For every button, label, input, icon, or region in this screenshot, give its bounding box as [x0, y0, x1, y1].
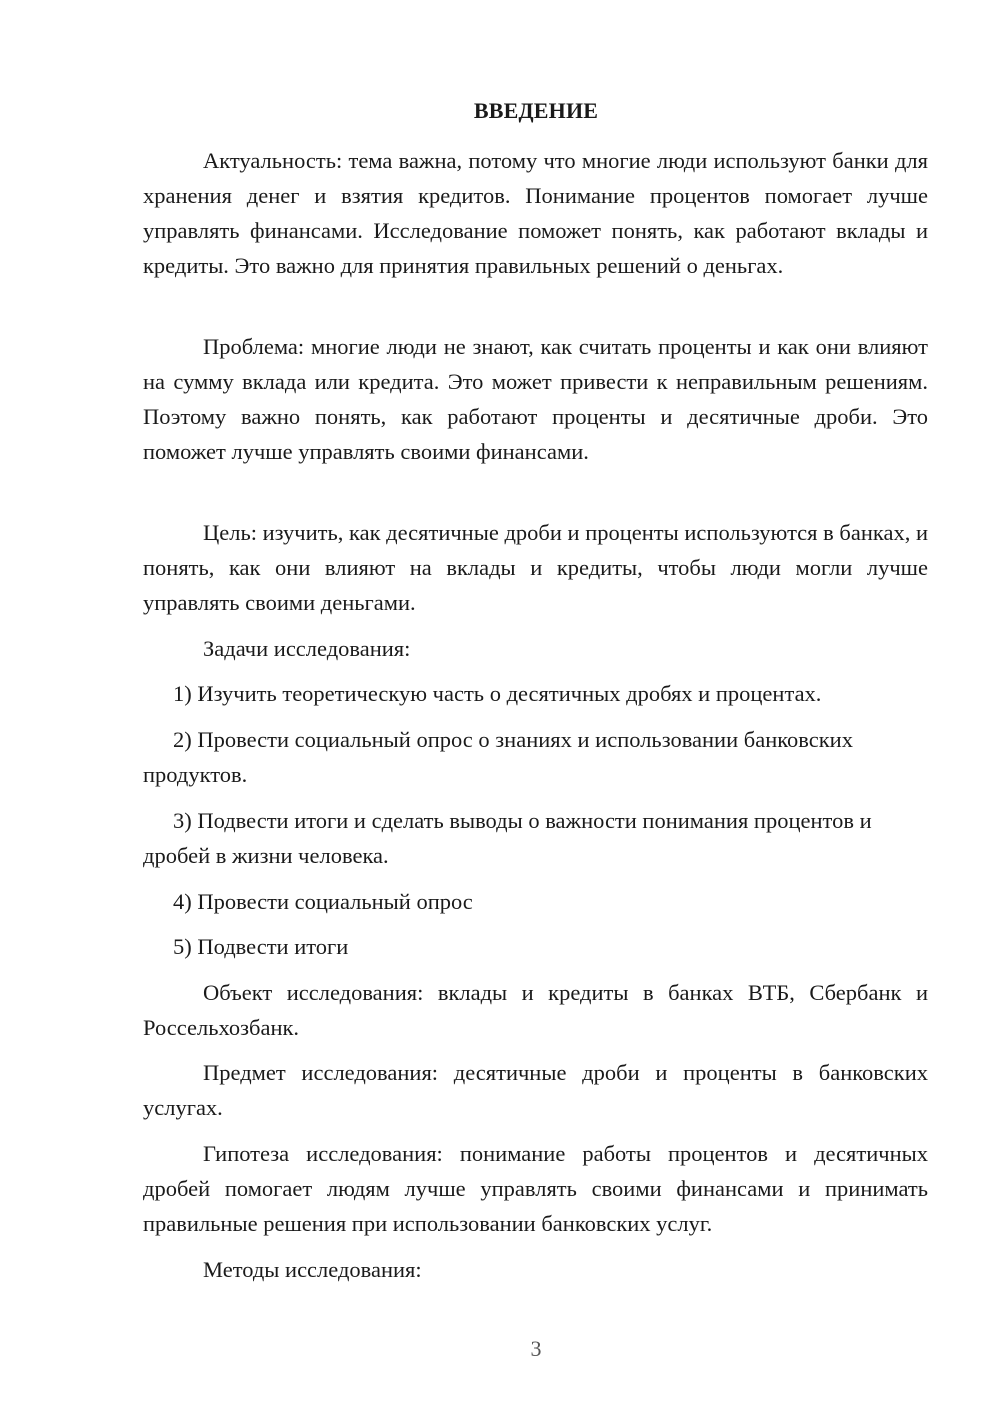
paragraph-goal: Цель: изучить, как десятичные дроби и проценты используются в банках, и понять, как они влияют на вклады и кредиты, чтобы люди могли лучше управлять своими деньгами.	[143, 520, 928, 615]
task-item: 4) Провести социальный опрос	[173, 889, 473, 914]
page-title: ВВЕДЕНИЕ	[473, 98, 599, 123]
task-item: 5) Подвести итоги	[173, 934, 349, 959]
task-item: 1) Изучить теоретическую часть о десятичных дробях и процентах.	[173, 681, 822, 706]
paragraph-hypothesis: Гипотеза исследования: понимание работы процентов и десятичных дробей помогает людям лучше управлять своими финансами и принимать правильные решения при использовании банковских услуг.	[143, 1141, 928, 1236]
tasks-heading: Задачи исследования:	[203, 636, 411, 661]
task-item: 2) Провести социальный опрос о знаниях и использовании банковских продуктов.	[143, 727, 853, 787]
paragraph-object: Объект исследования: вклады и кредиты в банках ВТБ, Сбербанк и Россельхозбанк.	[143, 980, 928, 1040]
methods-heading: Методы исследования:	[203, 1257, 422, 1282]
task-item: 3) Подвести итоги и сделать выводы о важности понимания процентов и дробей в жизни человека.	[143, 808, 872, 868]
paragraph-subject: Предмет исследования: десятичные дроби и проценты в банковских услугах.	[143, 1060, 928, 1120]
page-number: 3	[530, 1336, 542, 1361]
paragraph-problem: Проблема: многие люди не знают, как считать проценты и как они влияют на сумму вклада или кредита. Это может привести к неправильным решениям. Поэтому важно понять, как работают проценты и десятичные дроби. Это поможет лучше управлять своими финансами.	[143, 334, 928, 464]
paragraph-relevance: Актуальность: тема важна, потому что многие люди используют банки для хранения денег и взятия кредитов. Понимание процентов помогает лучше управлять финансами. Исследование поможет понять, как работают вклады и кредиты. Это важно для принятия правильных решений о деньгах.	[143, 148, 928, 278]
